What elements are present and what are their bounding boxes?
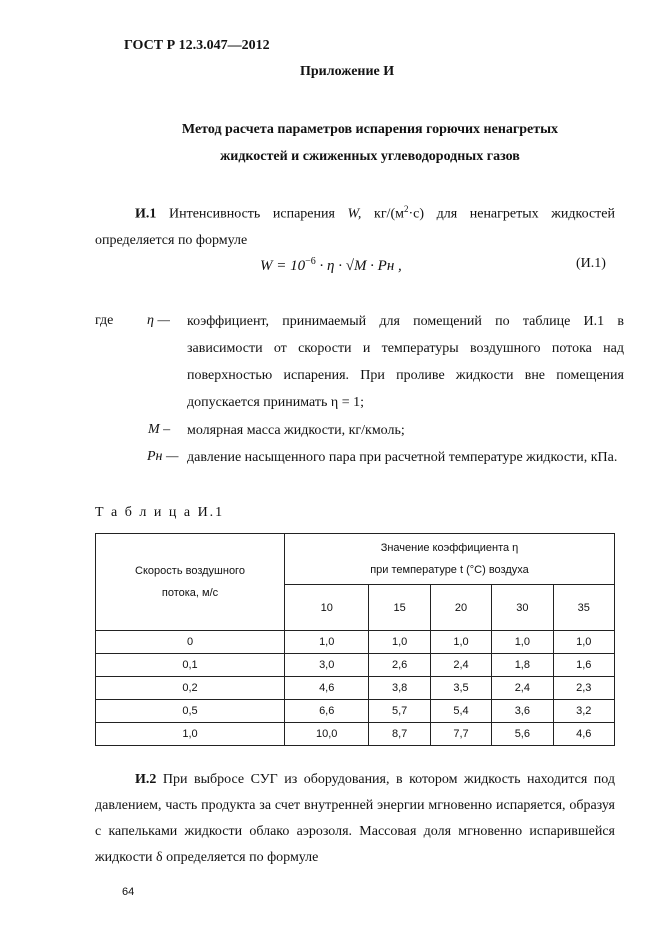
- table-cell: 7,7: [430, 723, 491, 746]
- table-cell: 2,4: [430, 654, 491, 677]
- paragraph-i2-text: При выбросе СУГ из оборудования, в котором жидкость находится под давлением, часть продукта за счет внутренней энергии мгновенно испаряется, образуя с капельками жидкости облако аэрозоля. Массовая доля мгновенно испарившейся жидкости δ определяется по формуле: [95, 772, 615, 865]
- table-cell: 3,2: [553, 700, 614, 723]
- unit-sup: 2: [403, 204, 409, 214]
- m-definition: молярная масса жидкости, кг/кмоль;: [187, 423, 405, 438]
- table-cell: 1,0: [430, 631, 491, 654]
- formula-lhs: W = 10: [260, 258, 306, 274]
- formula-exponent: −6: [305, 256, 316, 267]
- speed-header-line-2: потока, м/с: [161, 587, 219, 599]
- table-cell: 8,7: [369, 723, 430, 746]
- table-row: [96, 677, 615, 700]
- paragraph-i1-text-a: Интенсивность испарения: [156, 206, 348, 222]
- table-cell: 1,8: [492, 654, 553, 677]
- table-row: [96, 723, 615, 746]
- table-cell: 0,5: [96, 700, 285, 723]
- table-cell: 4,6: [285, 677, 369, 700]
- eta-definition: коэффициент, принимаемый для помещений по таблице И.1 в зависимости от скорости и температуры воздушного потока над поверхностью испарения. При проливе жидкости вне помещения допускается принимать η = 1;: [187, 314, 624, 410]
- formula-rhs: · η · √M · Pн ,: [315, 258, 402, 274]
- coefficient-table: [95, 533, 615, 746]
- table-cell: 10,0: [285, 723, 369, 746]
- table-cell: 3,5: [430, 677, 491, 700]
- table-cell: 2,6: [369, 654, 430, 677]
- temp-header: 15: [369, 585, 430, 631]
- table-cell: 5,4: [430, 700, 491, 723]
- table-caption: Т а б л и ц а И.1: [95, 505, 225, 520]
- table-row: [96, 700, 615, 723]
- speed-header-line-1: Скорость воздушного: [135, 565, 245, 577]
- table-cell: 2,3: [553, 677, 614, 700]
- m-symbol: M –: [148, 422, 171, 437]
- section-title-line-1: Метод расчета параметров испарения горючих ненагретых: [181, 122, 559, 137]
- symbol-w: W,: [347, 206, 362, 222]
- table-cell: 1,0: [96, 723, 285, 746]
- coef-header-line-1: Значение коэффициента η: [380, 542, 519, 554]
- paragraph-i1: [95, 196, 615, 254]
- table-row: [96, 631, 615, 654]
- standard-header: ГОСТ Р 12.3.047—2012: [124, 38, 270, 53]
- coef-header-line-2: при температуре t (°С) воздуха: [370, 564, 529, 576]
- table-cell: 0: [96, 631, 285, 654]
- coef-header: [285, 534, 615, 585]
- section-title-line-2: жидкостей и сжиженных углеводородных газов: [220, 149, 520, 164]
- eta-symbol: η —: [147, 313, 170, 328]
- where-label: где: [95, 313, 114, 328]
- clause-number-i1: И.1: [135, 206, 157, 222]
- appendix-label: Приложение И: [300, 64, 395, 79]
- table-cell: 3,6: [492, 700, 553, 723]
- clause-number-i2: И.2: [135, 772, 157, 787]
- paragraph-i1-text-b: ·с) для ненагретых жидкостей определяется по формуле: [95, 206, 615, 248]
- table-cell: 6,6: [285, 700, 369, 723]
- table-cell: 5,6: [492, 723, 553, 746]
- table-cell: 1,0: [553, 631, 614, 654]
- unit-a: кг/(м: [361, 206, 404, 222]
- temp-header: 20: [430, 585, 491, 631]
- temp-header: 35: [553, 585, 614, 631]
- temp-header: 10: [285, 585, 369, 631]
- p-definition: давление насыщенного пара при расчетной температуре жидкости, кПа.: [187, 450, 618, 465]
- table-cell: 0,2: [96, 677, 285, 700]
- table-cell: 1,0: [492, 631, 553, 654]
- temp-header: 30: [492, 585, 553, 631]
- formula-i1: [260, 256, 402, 275]
- table-cell: 1,6: [553, 654, 614, 677]
- table-cell: 4,6: [553, 723, 614, 746]
- table-cell: 3,8: [369, 677, 430, 700]
- table-cell: 0,1: [96, 654, 285, 677]
- table-cell: 1,0: [285, 631, 369, 654]
- formula-number: (И.1): [576, 256, 606, 271]
- table-cell: 5,7: [369, 700, 430, 723]
- table-row: [96, 654, 615, 677]
- table-cell: 2,4: [492, 677, 553, 700]
- table-cell: 3,0: [285, 654, 369, 677]
- p-symbol: Pн —: [147, 449, 179, 464]
- paragraph-i2: [95, 767, 615, 871]
- page-number: 64: [122, 886, 135, 898]
- table-cell: 1,0: [369, 631, 430, 654]
- speed-header: [96, 534, 285, 631]
